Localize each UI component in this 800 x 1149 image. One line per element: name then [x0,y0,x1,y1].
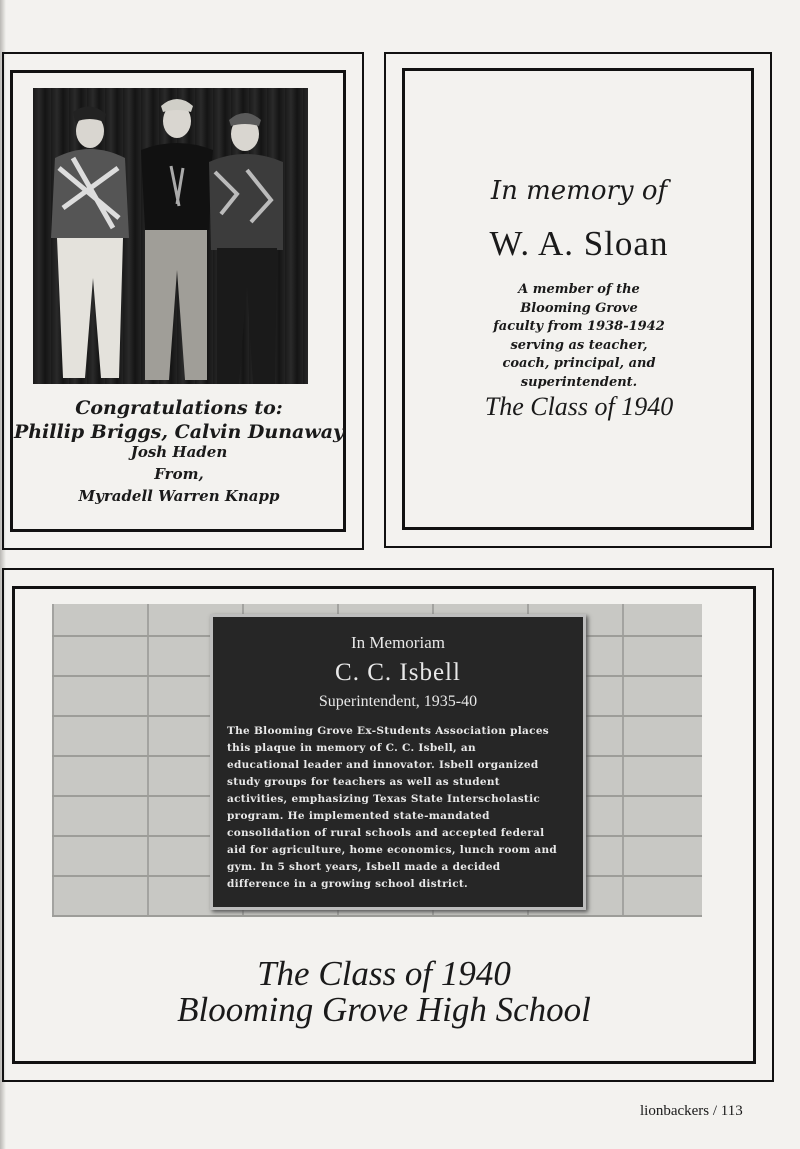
boy-figure [209,113,283,384]
memorial-body-line: A member of the [518,282,640,297]
plaque-heading: In Memoriam [351,633,445,652]
plaque-name: C. C. Isbell [335,659,461,686]
plaque-line: gym. In 5 short years, Isbell made a decided [227,861,501,873]
class-footer-line1: The Class of 1940 [257,954,511,993]
plaque-title: Superintendent, 1935-40 [318,693,478,710]
plaque-line: this plaque in memory of C. C. Isbell, an [227,742,476,754]
memorial-plaque [210,614,586,910]
caption-congratulations: Congratulations to: [75,397,283,419]
memorial-body-line: superintendent. [520,374,638,390]
caption-donor: Myradell Warren Knapp [78,487,280,505]
three-boys-photo [33,88,308,384]
memorial-body-line: coach, principal, and [502,356,656,372]
plaque-line: program. He implemented state-mandated [227,810,490,822]
plaque-line: aid for agriculture, home economics, lunch room and [227,844,558,856]
memorial-heading: In memory of [490,176,668,206]
plaque-line: The Blooming Grove Ex-Students Association places [227,725,550,737]
plaque-line: consolidation of rural schools and accepted federal [227,827,545,839]
memorial-body-line: Blooming Grove [520,300,638,316]
page-folio: lionbackers / 113 [640,1103,743,1119]
memorial-class-footer: The Class of 1940 [484,392,674,421]
plaque-line: activities, emphasizing Texas State Interscholastic [227,793,541,805]
plaque-line: study groups for teachers as well as student [227,776,500,788]
plaque-line: educational leader and innovator. Isbell organized [227,759,539,771]
boy-figure [51,106,129,378]
memorial-body [404,281,754,393]
class-footer-line2: Blooming Grove High School [177,990,591,1029]
caption-names: Phillip Briggs, Calvin Dunaway [13,421,345,443]
memorial-name: W. A. Sloan [489,224,669,263]
plaque-line: difference in a growing school district. [227,878,468,890]
memorial-body-line: faculty from 1938-1942 [493,319,665,335]
boy-figure [141,99,213,380]
plaque-inscription [227,723,577,893]
caption-third-name: Josh Haden [130,443,228,461]
caption-from: From, [154,465,204,483]
memorial-body-line: serving as teacher, [510,337,648,353]
